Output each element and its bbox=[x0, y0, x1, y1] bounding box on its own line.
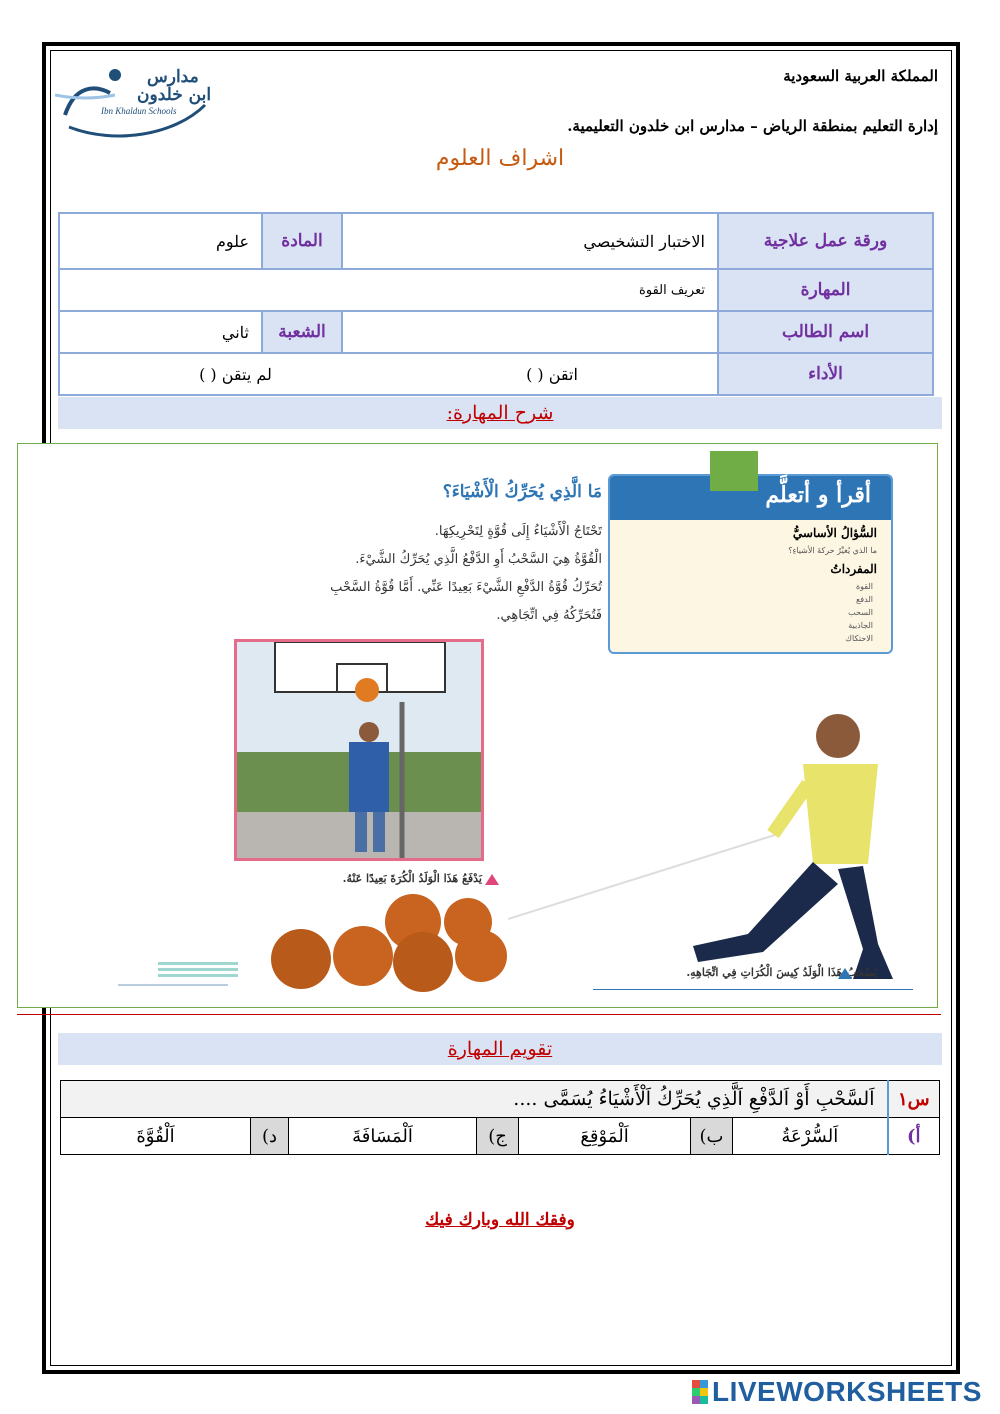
logo-arabic-line1: مدارس bbox=[147, 67, 199, 87]
caption-push-marker bbox=[485, 874, 499, 885]
performance-choices bbox=[59, 353, 718, 395]
administration-line: إدارة التعليم بمنطقة الرياض – مدارس ابن خلدون التعليمية. bbox=[567, 117, 938, 135]
boy-pulling-image bbox=[508, 694, 928, 994]
option-b-letter: ب) bbox=[691, 1118, 733, 1155]
liveworksheets-icon bbox=[692, 1380, 708, 1404]
card-tab-icon bbox=[710, 451, 758, 491]
department-title: اشراف العلوم bbox=[435, 146, 565, 171]
caption-push: يَدْفَعُ هَذَا الْوَلَدُ الْكُرَةَ بَعِيدًا عَنْهُ. bbox=[342, 872, 482, 885]
kingdom-title: المملكة العربية السعودية bbox=[783, 67, 938, 85]
section-label: الشعبة bbox=[262, 311, 342, 353]
option-c[interactable]: اَلْمَسَافَةَ bbox=[289, 1118, 477, 1155]
closing-blessing: وفقك الله وبارك فيك bbox=[425, 1210, 575, 1230]
essential-question: ما الذي يُغيِّرُ حركةَ الأشياءِ؟ bbox=[788, 546, 877, 555]
subject-label: المادة bbox=[262, 213, 342, 269]
vocab-item: الدفع bbox=[856, 595, 873, 604]
skill-explanation-heading: شرح المهارة: bbox=[58, 397, 942, 429]
caption-pull: يَسْحَبُ هَذَا الْوَلَدُ كِيسَ الْكُرَاتِ فِي اتِّجَاهِهِ. bbox=[686, 966, 877, 979]
logo-arabic-line2: ابن خلدون bbox=[137, 85, 212, 105]
skill-label: المهارة bbox=[718, 269, 933, 311]
liveworksheets-brand[interactable] bbox=[692, 1376, 982, 1408]
skill-value: تعريف القوة bbox=[59, 269, 718, 311]
vocabulary-label: المفرداتُ bbox=[830, 562, 877, 576]
basketball-bag-image bbox=[263, 894, 513, 994]
textbook-excerpt bbox=[17, 443, 938, 1008]
textbook-line: الْقُوَّةُ هِيَ السَّحْبُ أَوِ الدَّفْعُ الَّذِي يُحَرِّكُ الشَّيْءَ. bbox=[355, 552, 602, 567]
student-name-field[interactable] bbox=[342, 311, 718, 353]
option-a[interactable]: اَلسُّرْعَةُ bbox=[733, 1118, 888, 1155]
vocab-item: القوة bbox=[855, 582, 873, 591]
section-value: ثاني bbox=[59, 311, 262, 353]
question-text: اَلسَّحْبِ أَوْ اَلدَّفْعِ اَلَّذِي يُحَرِّكُ اَلْأَشْيَاءُ يُسَمَّى .... bbox=[61, 1081, 888, 1118]
section-divider bbox=[17, 1014, 941, 1015]
textbook-line: تُحَرِّكُ قُوَّةُ الدَّفْعِ الشَّيْءَ بَعِيدًا عَنِّي. أَمَّا قُوَّةُ السَّحْبِ bbox=[330, 580, 602, 595]
caption-pull-marker bbox=[838, 968, 852, 979]
photo-boy-pushing-ball bbox=[234, 639, 484, 861]
option-d[interactable]: اَلْقُوَّةَ bbox=[61, 1118, 251, 1155]
skill-evaluation-heading: تقويم المهارة bbox=[58, 1033, 942, 1065]
learn-card-title: أقرأ و أتعلَّم bbox=[765, 482, 871, 508]
option-c-letter: ج) bbox=[477, 1118, 519, 1155]
vocab-item: السحب bbox=[848, 608, 873, 617]
textbook-line: فَتُحَرِّكُهُ فِي اتِّجَاهِي. bbox=[496, 608, 602, 623]
textbook-line: تَحْتَاجُ الْأَشْيَاءُ إِلَى قُوَّةٍ لِتَحْرِيكِهَا. bbox=[434, 524, 602, 539]
school-logo bbox=[55, 65, 215, 145]
question-number: س١ bbox=[888, 1081, 940, 1118]
student-name-label: اسم الطالب bbox=[718, 311, 933, 353]
worksheet-label: ورقة عمل علاجية bbox=[718, 213, 933, 269]
ministry-logo bbox=[118, 956, 248, 996]
textbook-heading: مَا الَّذِي يُحَرِّكُ الْأَشْيَاءَ؟ bbox=[442, 482, 602, 502]
performance-label: الأداء bbox=[718, 353, 933, 395]
essential-question-label: السُّؤالُ الأساسيُّ bbox=[792, 526, 877, 540]
option-row-label: أ) bbox=[888, 1118, 940, 1155]
worksheet-info-table bbox=[58, 212, 934, 396]
logo-english: Ibn Khaldun Schools bbox=[101, 106, 177, 116]
vocab-item: الجاذبية bbox=[848, 621, 873, 630]
option-b[interactable]: اَلْمَوْقِعَ bbox=[519, 1118, 691, 1155]
mastered-choice[interactable]: اتقن ( ) bbox=[526, 364, 578, 384]
subject-value: علوم bbox=[59, 213, 262, 269]
learn-card bbox=[608, 474, 893, 654]
not-mastered-choice[interactable]: لم يتقن ( ) bbox=[199, 364, 272, 384]
vocab-item: الاحتكاك bbox=[845, 634, 873, 643]
liveworksheets-wordmark: LIVEWORKSHEETS bbox=[712, 1376, 982, 1407]
option-d-letter: د) bbox=[251, 1118, 289, 1155]
quiz-table bbox=[60, 1080, 940, 1155]
test-value: الاختبار التشخيصي bbox=[342, 213, 718, 269]
